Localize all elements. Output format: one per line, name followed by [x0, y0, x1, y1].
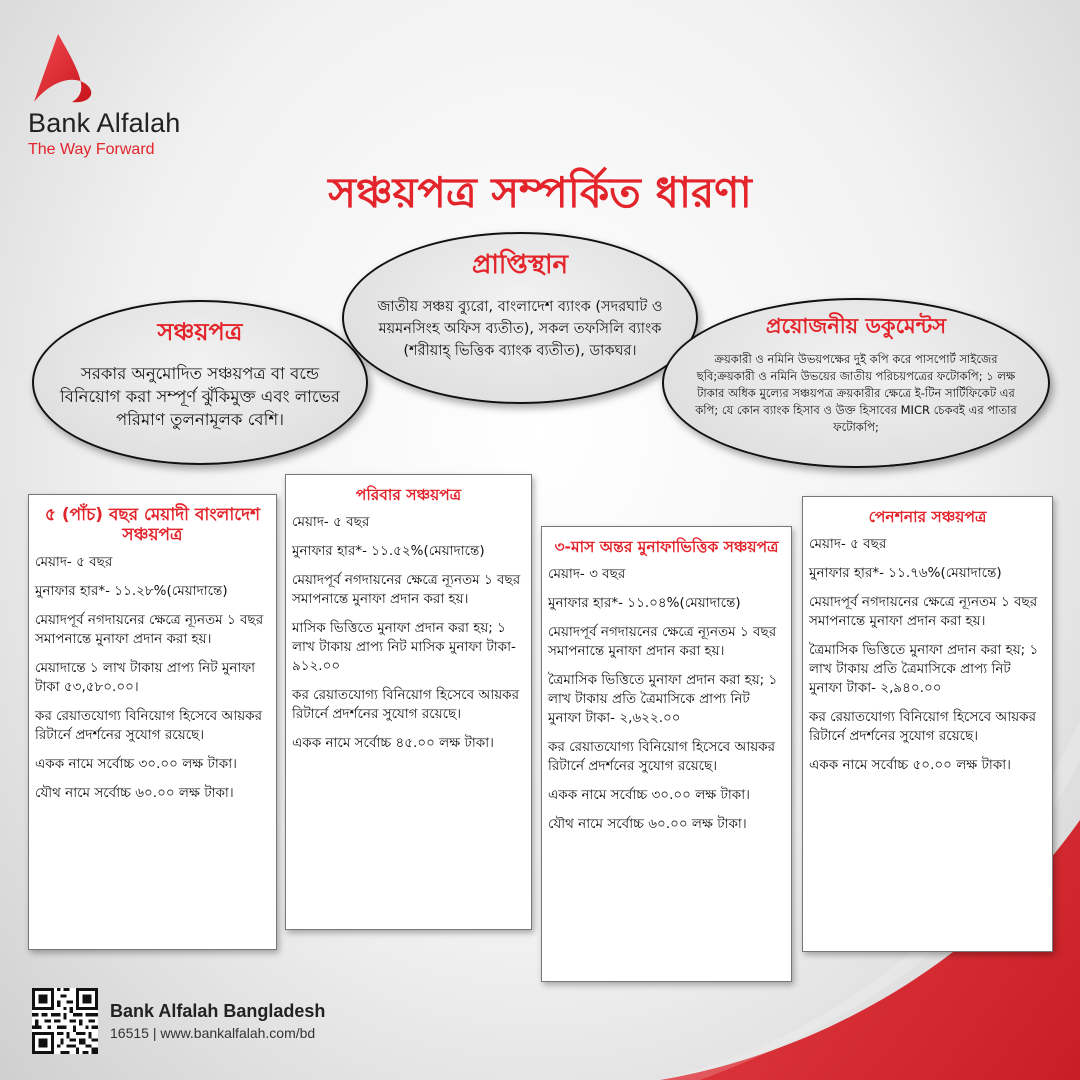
- card-item: মুনাফার হার*- ১১.০৪%(মেয়াদান্তে): [548, 595, 741, 611]
- card-item: কর রেয়াতযোগ্য বিনিয়োগ হিসেবে আয়কর রিটার্নে প্রদর্শনের সুযোগ রয়েছে।: [292, 687, 520, 722]
- card-item: মেয়াদপূর্ব নগদায়নের ক্ষেত্রে ন্যূনতম ১ বছর সমাপনান্তে মুনাফা প্রদান করা হয়।: [548, 624, 777, 659]
- card-item: মুনাফার হার*- ১১.২৮%(মেয়াদান্তে): [35, 583, 228, 599]
- card-family: [285, 474, 532, 930]
- card-five-year-bangladesh: [28, 494, 277, 950]
- heart-logo-icon: [28, 32, 100, 104]
- card-title: পেনশনার সঞ্চয়পত্র: [868, 508, 987, 526]
- page-title: সঞ্চয়পত্র সম্পর্কিত ধারণা: [328, 168, 752, 217]
- card-item: কর রেয়াতযোগ্য বিনিয়োগ হিসেবে আয়কর রিটার্নে প্রদর্শনের সুযোগ রয়েছে।: [809, 709, 1037, 744]
- documents-heading: প্রয়োজনীয় ডকুমেন্টস: [765, 314, 947, 338]
- documents-bubble: [662, 298, 1050, 468]
- sanchaypatra-text: সরকার অনুমোদিত সঞ্চয়পত্র বা বন্ডে বিনিয়োগ করা সম্পূর্ণ ঝুঁকিমুক্ত এবং লাভের পরিমাণ তুলনামূলক বেশি।: [60, 364, 340, 429]
- card-item: ত্রৈমাসিক ভিত্তিতে মুনাফা প্রদান করা হয়; ১ লাখ টাকায় প্রতি ত্রৈমাসিকে প্রাপ্য নিট মুনাফা টাকা- ২,৯৪০.০০: [809, 642, 1039, 696]
- card-item: মেয়াদ- ৫ বছর: [809, 536, 887, 552]
- card-item: মেয়াদপূর্ব নগদায়নের ক্ষেত্রে ন্যূনতম ১ বছর সমাপনান্তে মুনাফা প্রদান করা হয়।: [35, 612, 264, 647]
- footer-contact[interactable]: 16515 | www.bankalfalah.com/bd: [110, 1025, 316, 1041]
- card-item: মেয়াদ- ৫ বছর: [292, 514, 370, 530]
- card-item: মাসিক ভিত্তিতে মুনাফা প্রদান করা হয়; ১ লাখ টাকায় প্রাপ্য নিট মাসিক মুনাফা টাকা- ৯১২.০০: [292, 620, 516, 674]
- card-item: ত্রৈমাসিক ভিত্তিতে মুনাফা প্রদান করা হয়; ১ লাখ টাকায় প্রতি ত্রৈমাসিকে প্রাপ্য নিট মুনাফা টাকা- ২,৬২২.০০: [548, 672, 778, 726]
- qr-code-icon: [32, 988, 98, 1054]
- brand-logo: [28, 32, 248, 159]
- card-item: একক নামে সর্বোচ্চ ৫০.০০ লক্ষ টাকা।: [809, 757, 1011, 773]
- card-pensioner: [802, 496, 1053, 952]
- footer-bank-name: Bank Alfalah Bangladesh: [110, 1001, 326, 1021]
- card-item: একক নামে সর্বোচ্চ ৩০.০০ লক্ষ টাকা।: [548, 787, 750, 803]
- card-item: মেয়াদ- ৫ বছর: [35, 554, 113, 570]
- brand-tagline: The Way Forward: [28, 141, 155, 158]
- availability-heading: প্রাপ্তিস্থান: [471, 250, 569, 280]
- card-title: ৫ (পাঁচ) বছর মেয়াদী বাংলাদেশ সঞ্চয়পত্র: [44, 505, 261, 545]
- card-item: মুনাফার হার*- ১১.৫২%(মেয়াদান্তে): [292, 543, 485, 559]
- availability-text: জাতীয় সঞ্চয় ব্যুরো, বাংলাদেশ ব্যাংক (সদরঘাট ও ময়মনসিংহ অফিস ব্যতীত), সকল তফসিলি ব্যাংক (শরীয়াহ্ ভিত্তিক ব্যাংক ব্যতীত), ডাকঘর।: [377, 299, 663, 359]
- card-title: ৩-মাস অন্তর মুনাফাভিত্তিক সঞ্চয়পত্র: [554, 538, 779, 556]
- card-item: যৌথ নামে সর্বোচ্চ ৬০.০০ লক্ষ টাকা।: [548, 816, 747, 832]
- sanchaypatra-bubble: [32, 300, 368, 465]
- card-item: মুনাফার হার*- ১১.৭৬%(মেয়াদান্তে): [809, 565, 1002, 581]
- documents-text: ক্রয়কারী ও নমিনি উভয়পক্ষের দুই কপি করে পাসপোর্ট সাইজের ছবি;ক্রয়কারী ও নমিনি উভয়ের জাতীয় পরিচয়পত্রের ফটোকপি; ১ লক্ষ টাকার অধিক মুল্যের সঞ্চয়পত্র ক্রয়কারীর ক্ষেত্রে ই-টিন সার্টিফিকেট এর কপি; যে কোন ব্যাংক হিসাব ও উক্ত হিসাবের MICR চেকবই এর পাতার ফটোকপি;: [695, 352, 1017, 434]
- card-three-month-profit: [541, 526, 792, 982]
- card-item: একক নামে সর্বোচ্চ ৩০.০০ লক্ষ টাকা।: [35, 756, 237, 772]
- card-item: মেয়াদপূর্ব নগদায়নের ক্ষেত্রে ন্যূনতম ১ বছর সমাপনান্তে মুনাফা প্রদান করা হয়।: [292, 572, 521, 607]
- brand-name: Bank Alfalah: [28, 108, 181, 138]
- availability-bubble: [342, 232, 698, 404]
- card-item: মেয়াদপূর্ব নগদায়নের ক্ষেত্রে ন্যূনতম ১ বছর সমাপনান্তে মুনাফা প্রদান করা হয়।: [809, 594, 1038, 629]
- footer: [32, 988, 325, 1054]
- card-item: মেয়াদান্তে ১ লাখ টাকায় প্রাপ্য নিট মুনাফা টাকা ৫৩,৫৮০.০০।: [35, 660, 256, 695]
- card-title: পরিবার সঞ্চয়পত্র: [355, 486, 462, 504]
- card-item: কর রেয়াতযোগ্য বিনিয়োগ হিসেবে আয়কর রিটার্নে প্রদর্শনের সুযোগ রয়েছে।: [548, 739, 776, 774]
- card-item: মেয়াদ- ৩ বছর: [548, 566, 626, 582]
- sanchaypatra-heading: সঞ্চয়পত্র: [157, 318, 243, 346]
- card-item: একক নামে সর্বোচ্চ ৪৫.০০ লক্ষ টাকা।: [292, 735, 494, 751]
- card-item: যৌথ নামে সর্বোচ্চ ৬০.০০ লক্ষ টাকা।: [35, 785, 234, 801]
- card-item: কর রেয়াতযোগ্য বিনিয়োগ হিসেবে আয়কর রিটার্নে প্রদর্শনের সুযোগ রয়েছে।: [35, 708, 263, 743]
